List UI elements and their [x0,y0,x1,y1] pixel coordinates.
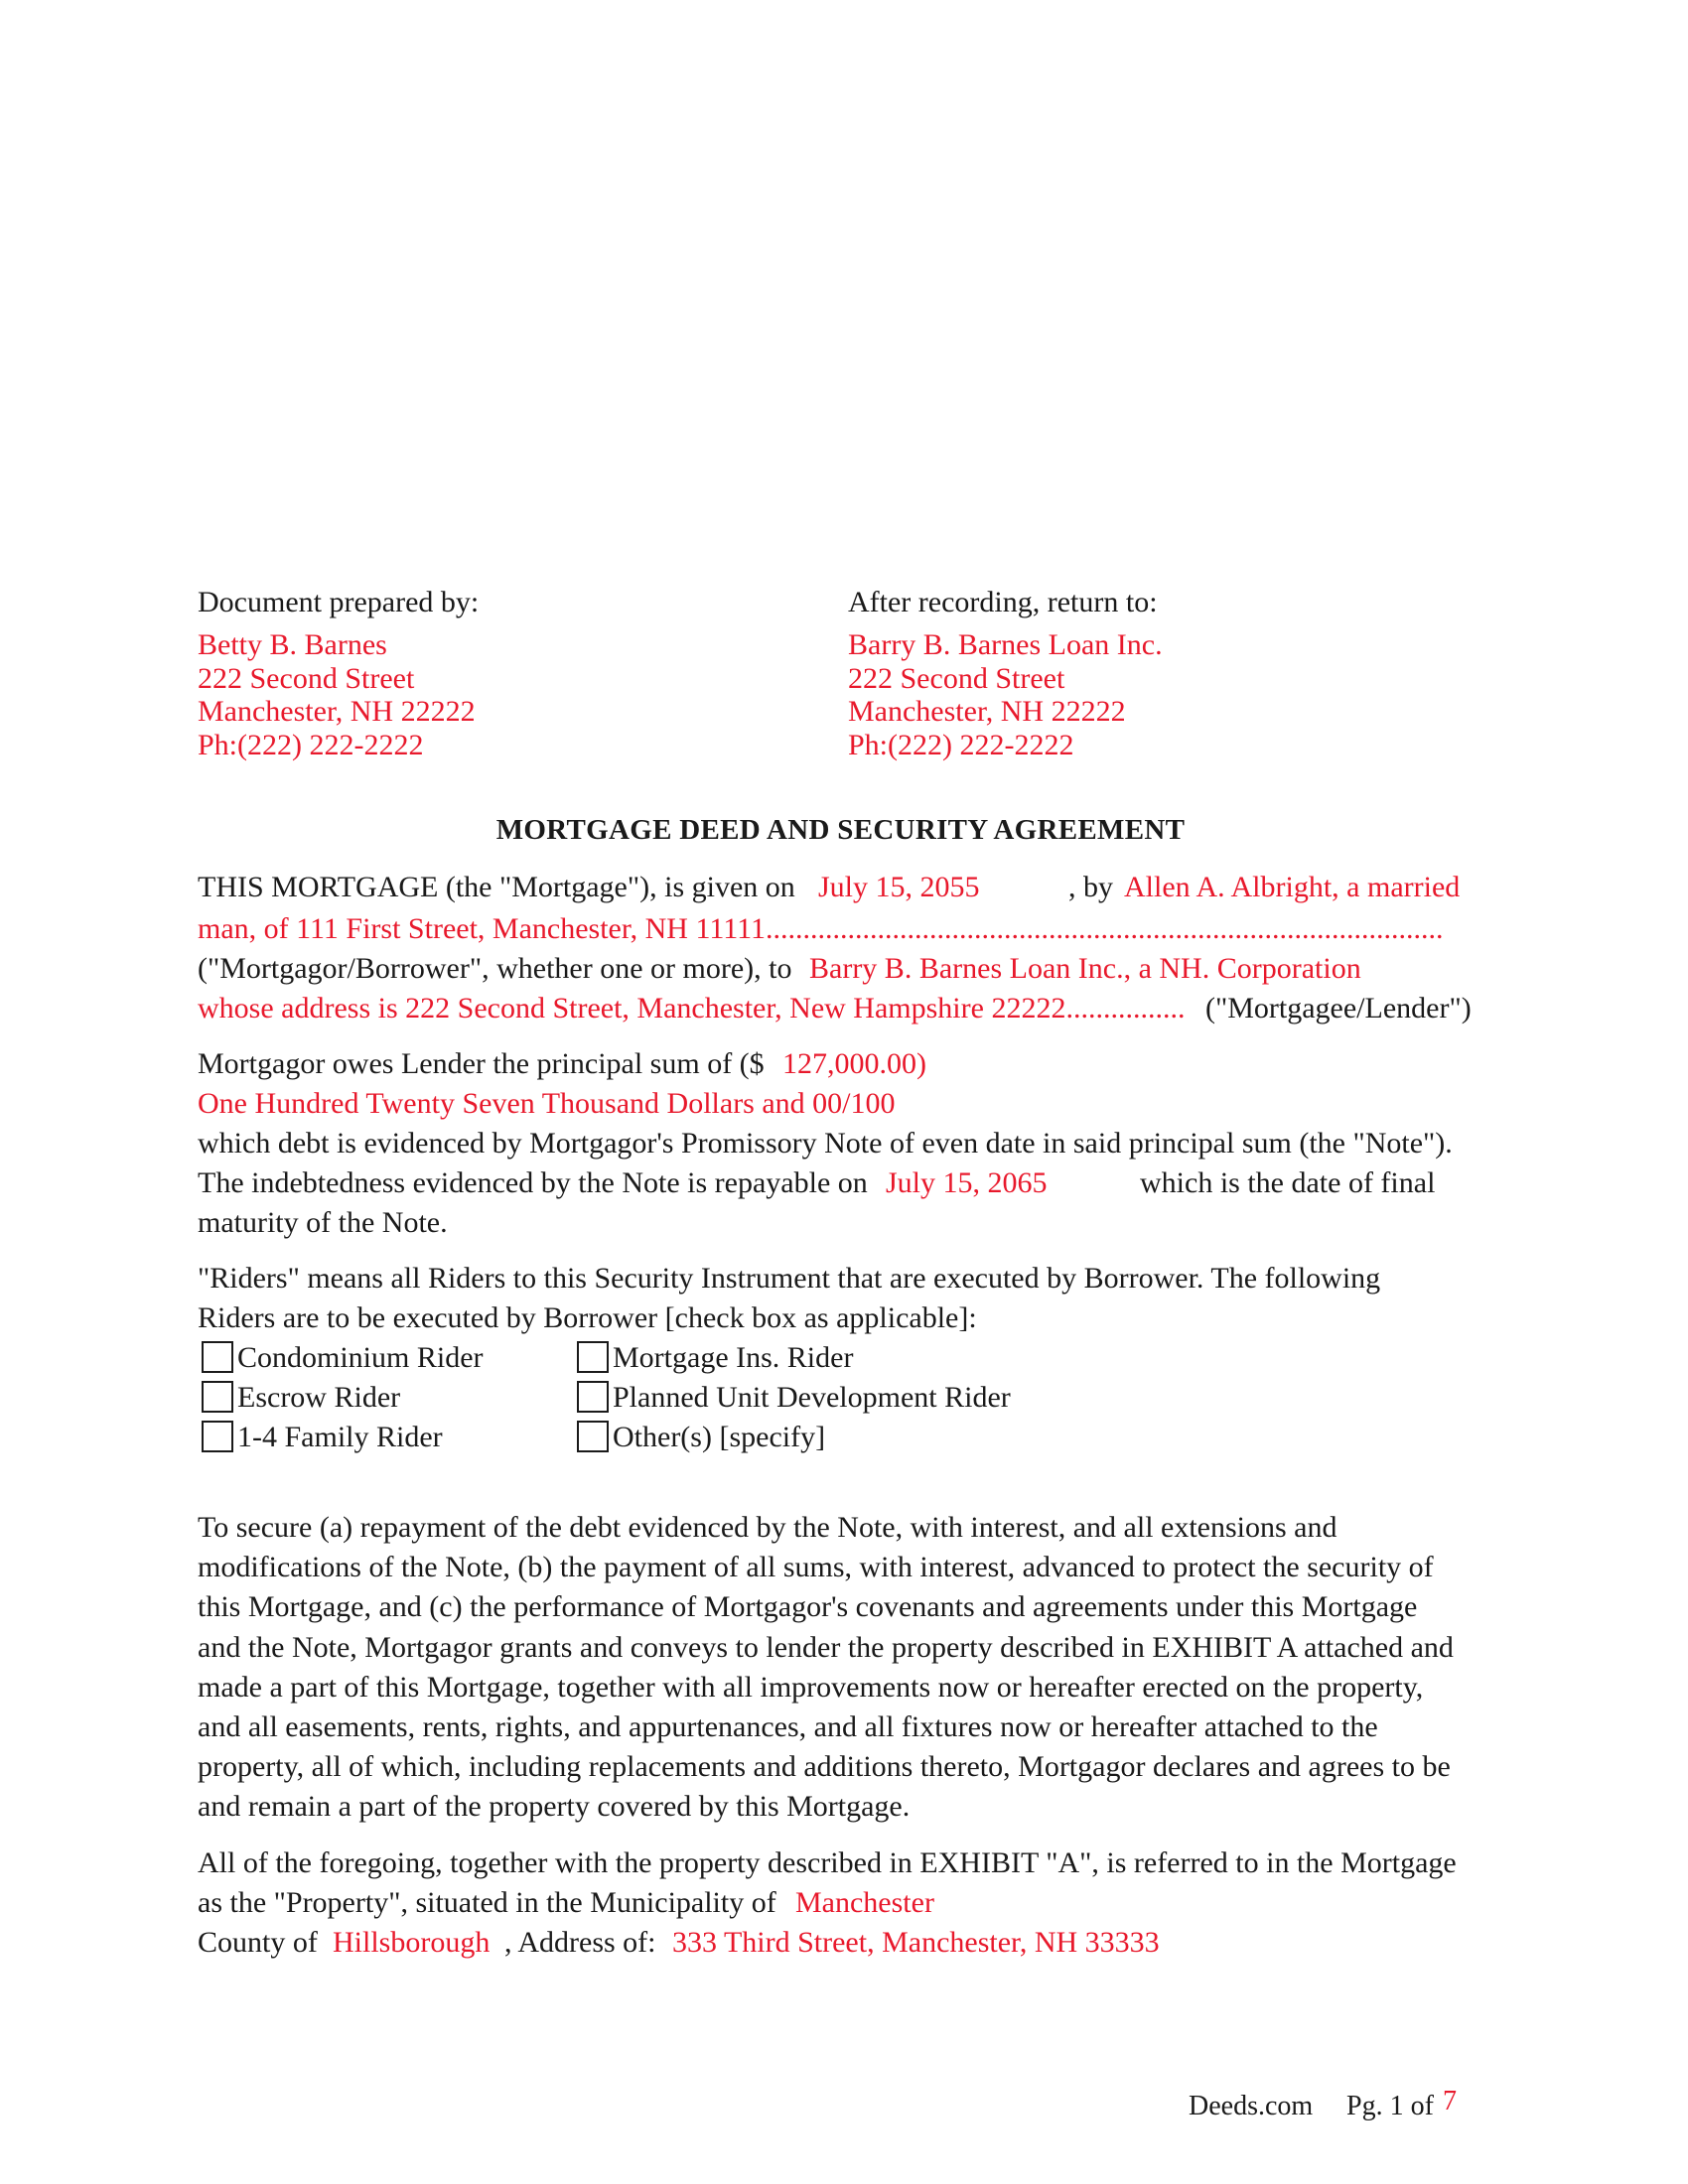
footer-page-label: Pg. 1 of [1346,2091,1434,2121]
preparer-name: Betty B. Barnes [198,628,387,661]
municipality: Manchester [795,1886,934,1919]
rider-condominium[interactable] [202,1338,484,1378]
property-line1: All of the foregoing, together with the property described in EXHIBIT "A", is referred to in the Mortgage [198,1846,1457,1879]
rider-label: Other(s) [specify] [613,1421,826,1453]
prepared-by-label: Document prepared by: [198,586,480,618]
checkbox[interactable] [202,1341,233,1373]
secure-line: this Mortgage, and (c) the performance of Mortgagor's covenants and agreements under this Mortgage [198,1590,1418,1624]
footer-total-pages: 7 [1443,2086,1457,2116]
county-value: Hillsborough [333,1926,491,1959]
maturity-date: July 15, 2065 [886,1166,1048,1199]
secure-paragraph [198,1508,1454,1828]
secure-line: To secure (a) repayment of the debt evidenced by the Note, with interest, and all extensions and [198,1511,1337,1544]
return-to-street: 222 Second Street [848,662,1065,695]
return-to-name: Barry B. Barnes Loan Inc. [848,628,1163,661]
checkbox[interactable] [202,1381,233,1413]
principal-line5: maturity of the Note. [198,1206,448,1239]
footer-site: Deeds.com [1189,2091,1314,2121]
secure-line: property, all of which, including replacements and additions thereto, Mortgagor declares and agrees to be [198,1750,1451,1784]
principal-line4-intro: The indebtedness evidenced by the Note is repayable on [198,1166,868,1199]
mortgagor-label: ("Mortgagor/Borrower", whether one or more), to [198,952,792,985]
address-label: , Address of: [504,1926,656,1959]
property-line2-intro: as the "Property", situated in the Municipality of [198,1886,776,1919]
checkbox[interactable] [577,1381,609,1413]
rider-planned-unit[interactable] [577,1378,1011,1418]
secure-line: modifications of the Note, (b) the payment of all sums, with interest, advanced to protect the security of [198,1551,1434,1584]
rider-label: Escrow Rider [237,1381,401,1414]
checkbox[interactable] [577,1341,609,1373]
principal-intro: Mortgagor owes Lender the principal sum of ($ [198,1047,765,1080]
principal-amount: 127,000.00) [782,1047,926,1080]
checkbox[interactable] [202,1421,233,1452]
rider-escrow[interactable] [202,1378,400,1418]
by-label: , by [1068,871,1113,903]
property-address: 333 Third Street, Manchester, NH 33333 [672,1926,1160,1959]
document-title: MORTGAGE DEED AND SECURITY AGREEMENT [495,814,1186,846]
return-to-label: After recording, return to: [848,586,1158,618]
rider-label: 1-4 Family Rider [237,1421,443,1453]
principal-line4-end: which is the date of final [1140,1166,1436,1199]
lender-line2: whose address is 222 Second Street, Manchester, New Hampshire 22222................ [198,992,1186,1024]
rider-others[interactable] [577,1418,825,1457]
secure-line: and all easements, rents, rights, and appurtenances, and all fixtures now or hereafter attached to the [198,1710,1378,1744]
rider-label: Condominium Rider [237,1341,484,1374]
rider-1-4-family[interactable] [202,1418,443,1457]
mortgage-intro: THIS MORTGAGE (the "Mortgage"), is given on [198,871,795,903]
secure-line: and the Note, Mortgagor grants and conveys to lender the property described in EXHIBIT A attached and [198,1630,1454,1664]
lender-line1: Barry B. Barnes Loan Inc., a NH. Corporation [809,952,1361,985]
checkbox[interactable] [577,1421,609,1452]
mortgagee-label: ("Mortgagee/Lender") [1205,992,1472,1024]
mortgage-date: July 15, 2055 [818,871,980,903]
principal-line3: which debt is evidenced by Mortgagor's Promissory Note of even date in said principal sum (the "Note"). [198,1127,1453,1160]
preparer-street: 222 Second Street [198,662,415,695]
county-label: County of [198,1926,318,1959]
return-to-phone: Ph:(222) 222-2222 [848,729,1074,761]
preparer-city: Manchester, NH 22222 [198,695,476,728]
rider-mortgage-ins[interactable] [577,1338,853,1378]
rider-label: Mortgage Ins. Rider [613,1341,854,1374]
riders-line1: "Riders" means all Riders to this Security Instrument that are executed by Borrower. The following [198,1262,1381,1295]
borrower-line1: Allen A. Albright, a married [1124,871,1461,903]
secure-line: made a part of this Mortgage, together with all improvements now or hereafter erected on the property, [198,1670,1424,1704]
secure-line: and remain a part of the property covered by this Mortgage. [198,1790,911,1824]
borrower-line2: man, of 111 First Street, Manchester, NH 11111........................................................................................... [198,912,1444,945]
principal-amount-words: One Hundred Twenty Seven Thousand Dollars and 00/100 [198,1087,896,1120]
return-to-city: Manchester, NH 22222 [848,695,1126,728]
rider-label: Planned Unit Development Rider [613,1381,1011,1414]
preparer-phone: Ph:(222) 222-2222 [198,729,424,761]
riders-line2: Riders are to be executed by Borrower [check box as applicable]: [198,1301,977,1334]
